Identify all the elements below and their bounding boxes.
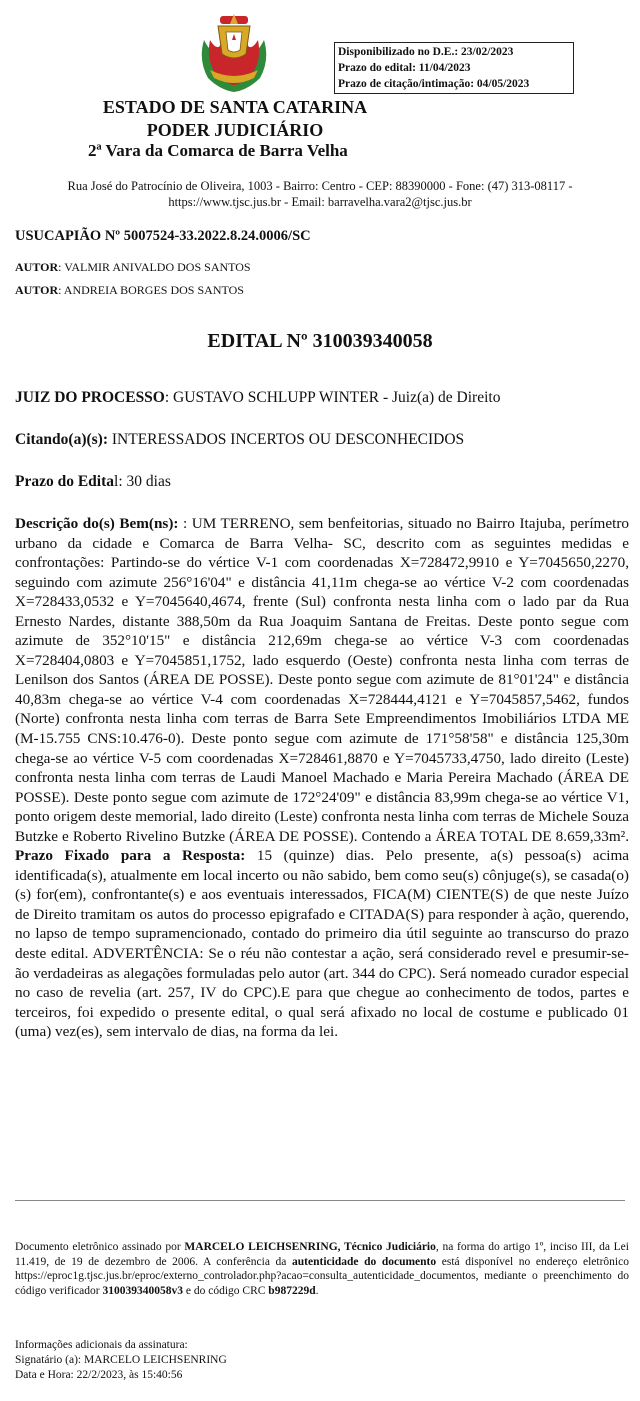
court-heading: 2ª Vara da Comarca de Barra Velha <box>88 141 348 160</box>
author-line: AUTOR: ANDREIA BORGES DOS SANTOS <box>15 283 244 297</box>
court-address: Rua José do Patrocínio de Oliveira, 1003 - Bairro: Centro - CEP: 88390000 - Fone: (47) 313-08117 - <box>67 179 573 193</box>
author-line: AUTOR: VALMIR ANIVALDO DOS SANTOS <box>15 260 251 274</box>
signature-date: Data e Hora: 22/2/2023, às 15:40:56 <box>15 1369 183 1381</box>
judge-field: JUIZ DO PROCESSO: GUSTAVO SCHLUPP WINTER - Juiz(a) de Direito <box>15 389 501 406</box>
signature-notice: Documento eletrônico assinado por MARCELO LEICHSENRING, Técnico Judiciário, na forma do artigo 1º, inciso III, da Lei 11.419, de 19 de dezembro de 2006. A conferência da autenticidade do documento está disponível no endereço eletrônico https://eproc1g.tjsc.jus.br/eproc/externo_controlador.php?acao=consulta_autenticidade_documentos, mediante o preenchimento do código verificador 310039340058v3 e do código CRC b987229d. <box>15 1241 629 1297</box>
date-line: Prazo do edital: 11/04/2023 <box>338 62 471 74</box>
signature-info-title: Informações adicionais da assinatura: <box>15 1339 188 1351</box>
property-description: Descrição do(s) Bem(ns): : UM TERRENO, sem benfeitorias, situado no Bairro Itajuba, perímetro urbano da cidade e Comarca de Barra Velha- SC, descrito com as seguintes medidas e confrontações: Partindo-se do vértice V-1 com coordenadas X=728472,9910 e Y=7045650,2270, seguindo com azimute 256°16'04" e distância 41,11m chega-se ao vértice V-2 com coordenadas X=728433,0532 e Y=7045640,4674, frente (Sul) confronta nesta linha com o lado par da Rua Ernesto Nardes, distante 388,50m da Rua Joaquim Santana de Freitas. Deste ponto segue com azimute de 352°10'15" e distância 212,69m chega-se ao vértice V-3 com coordenadas X=728404,0803 e Y=7045851,1752, lado esquerdo (Oeste) confronta nesta linha com terras de Lenilson dos Santos (ÁREA DE POSSE). Deste ponto segue com azimute de 81°01'24" e distância 40,83m chega-se ao vértice V-4 com coordenadas X=728444,4121 e Y=7045857,5462, fundos (Norte) confronta nesta linha com terras de Barra Sete Empreendimentos Imobiliários LTDA ME (M-15.755 CNS:10.476-0). Deste ponto segue com azimute de 171°58'58" e distância 125,30m chega-se ao vértice V-5 com coordenadas X=728461,8870 e Y=7045733,4750, lado direito (Leste) confronta nesta linha com terras de Laudi Manoel Machado e Maria Pereira Machado (ÁREA DE POSSE). Deste ponto segue com azimute de 172°24'09" e distância 83,99m chega-se ao vértice V1, ponto origem deste memorial, lado direito (Leste) confronta nesta linha com terras de Michele Souza Butzke e Roberto Rivelino Butzke (ÁREA DE POSSE). Contendo a ÁREA TOTAL DE 8.659,33m². Prazo Fixado para a Resposta: 15 (quinze) dias. Pelo presente, a(s) pessoa(s) acima identificada(s), atualmente em local incerto ou não sabido, bem como seu(s) cônjuge(s), se casada(o)(s) for(em), confrontante(s) e aos eventuais interessados, FICA(M) CIENTE(S) de que neste Juízo de Direito tramitam os autos do processo epigrafado e CITADA(S) para responder à ação, querendo, no lapso de tempo supramencionado, contado do primeiro dia útil seguinte ao transcurso do prazo deste edital. ADVERTÊNCIA: Se o réu não contestar a ação, será considerado revel e presumir-se-ão verdadeiras as alegações formuladas pelo autor (art. 344 do CPC). Será nomeado curador especial no caso de revelia (art. 257, IV do CPC).E para que chegue ao conhecimento de todos, partes e terceiros, foi expedido o presente edital, o qual será afixado no local de costume e publicado 01 (uma) vez(es), sem intervalo de dias, na forma da lei. <box>15 515 630 1041</box>
date-line: Prazo de citação/intimação: 04/05/2023 <box>338 78 530 90</box>
coat-of-arms-icon <box>196 10 272 94</box>
divider <box>15 1200 625 1201</box>
publication-dates-box <box>334 42 574 94</box>
process-number: USUCAPIÃO Nº 5007524-33.2022.8.24.0006/SC <box>15 228 311 244</box>
signature-signer: Signatário (a): MARCELO LEICHSENRING <box>15 1354 227 1366</box>
edital-title: EDITAL Nº 310039340058 <box>207 330 433 352</box>
signature-info <box>15 1338 227 1383</box>
term-field: Prazo do Edital: 30 dias <box>15 473 171 490</box>
state-heading: ESTADO DE SANTA CATARINA <box>102 97 368 117</box>
date-line: Disponibilizado no D.E.: 23/02/2023 <box>338 46 514 58</box>
court-contact: https://www.tjsc.jus.br - Email: barravelha.vara2@tjsc.jus.br <box>168 195 472 209</box>
judiciary-heading: PODER JUDICIÁRIO <box>146 120 324 140</box>
cited-field: Citando(a)(s): INTERESSADOS INCERTOS OU DESCONHECIDOS <box>15 431 465 448</box>
